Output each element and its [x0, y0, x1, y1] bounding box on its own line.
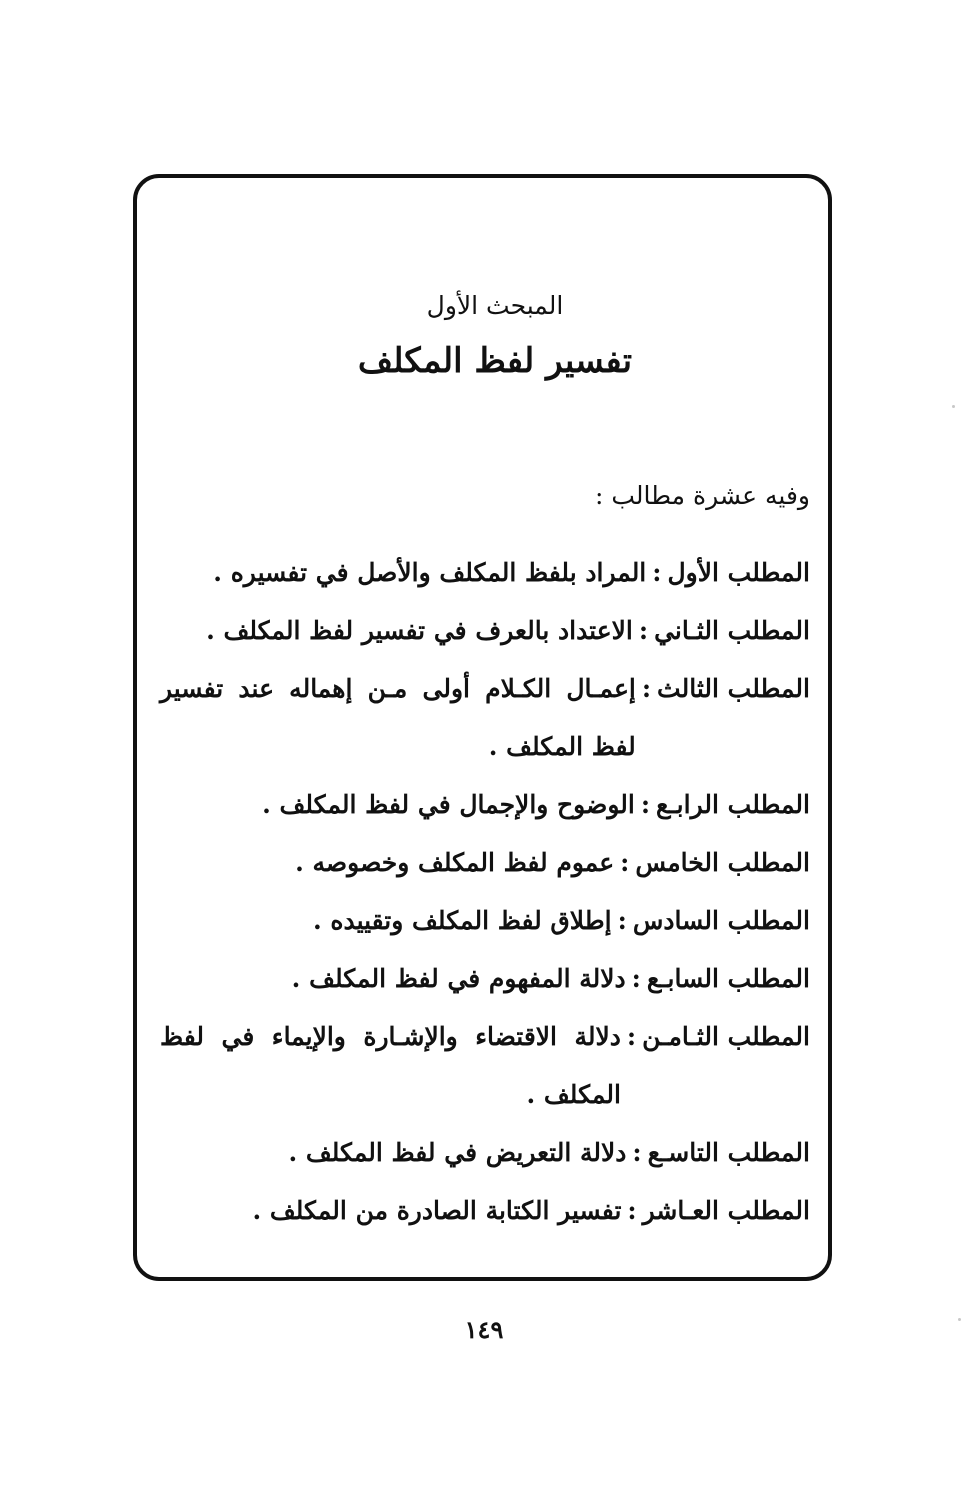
item-text: تفسير الكتابة الصادرة من المكلف . [252, 1196, 622, 1225]
item-separator: : [641, 674, 652, 703]
list-item [160, 1124, 810, 1182]
topics-list [160, 544, 810, 1240]
scan-speck [958, 1318, 961, 1321]
list-item [160, 544, 810, 602]
list-item [160, 660, 810, 776]
item-text: دلالة الاقتضاء والإشـارة والإيماء في لفظ المكلف . [160, 1022, 621, 1109]
item-text: عموم لفظ المكلف وخصوصه . [295, 848, 615, 877]
item-label: المطلب الخامس [635, 848, 810, 877]
item-text: الوضوح والإجمال في لفظ المكلف . [262, 790, 635, 819]
list-item [160, 950, 810, 1008]
scan-speck [952, 405, 955, 408]
list-item [160, 834, 810, 892]
page-number: ١٤٩ [464, 1315, 504, 1344]
item-label: المطلب السابـع [646, 964, 810, 993]
list-item [160, 776, 810, 834]
item-text: إعمـال الكـلام أولى مـن إهماله عند تفسير لفظ المكلف . [160, 674, 636, 761]
list-item [160, 602, 810, 660]
item-separator: : [638, 616, 649, 645]
item-label: المطلب الثـاني [654, 616, 810, 645]
item-label: المطلب الثـامـن [642, 1022, 810, 1051]
item-text: دلالة المفهوم في لفظ المكلف . [291, 964, 626, 993]
item-separator: : [632, 1138, 642, 1167]
item-text: إطلاق لفظ المكلف وتقييده . [312, 906, 612, 935]
item-label: المطلب السادس [632, 906, 810, 935]
item-separator: : [631, 964, 641, 993]
item-separator: : [627, 1196, 637, 1225]
list-item [160, 1182, 810, 1240]
item-label: المطلب الرابـع [656, 790, 810, 819]
section-label: المبحث الأول [426, 291, 564, 320]
item-label: المطلب العـاشر [642, 1196, 810, 1225]
item-label: المطلب الأول [667, 558, 810, 587]
intro-text: وفيه عشرة مطالب : [594, 481, 810, 510]
item-separator: : [652, 558, 662, 587]
list-item [160, 1008, 810, 1124]
item-text: الاعتداد بالعرف في تفسير لفظ المكلف . [206, 616, 633, 645]
item-text: دلالة التعريض في لفظ المكلف . [288, 1138, 627, 1167]
list-item [160, 892, 810, 950]
item-text: المراد بلفظ المكلف والأصل في تفسيره . [213, 558, 647, 587]
item-separator: : [617, 906, 627, 935]
item-separator: : [620, 848, 630, 877]
item-separator: : [640, 790, 651, 819]
section-title: تفسير لفظ المكلف [357, 341, 633, 381]
item-separator: : [626, 1022, 637, 1051]
item-label: المطلب التاسـع [647, 1138, 810, 1167]
item-label: المطلب الثالث [657, 674, 810, 703]
